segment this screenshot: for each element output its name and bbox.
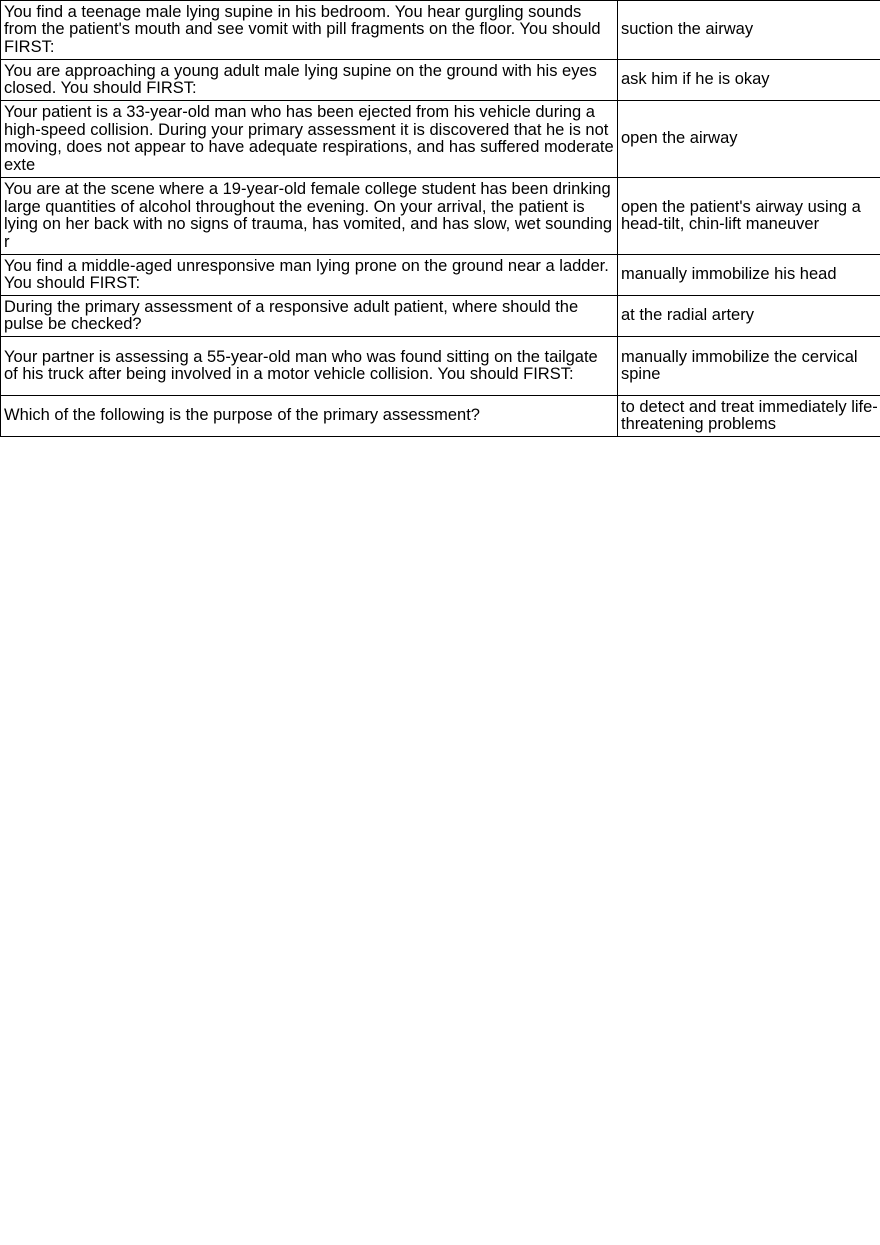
answer-cell: ask him if he is okay: [618, 60, 880, 101]
table-row: [1, 60, 880, 101]
question-cell: Your patient is a 33-year-old man who has been ejected from his vehicle during a high-speed collision. During your primary assessment it is discovered that he is not moving, does not appear to have adequate respirations, and has suffered moderate exte: [1, 101, 618, 178]
question-cell: You find a middle-aged unresponsive man lying prone on the ground near a ladder. You should FIRST:: [1, 255, 618, 296]
answer-cell: to detect and treat immediately life-threatening problems: [618, 396, 880, 437]
table-row: [1, 178, 880, 255]
table-row: [1, 101, 880, 178]
answer-cell: at the radial artery: [618, 296, 880, 337]
table-row: [1, 337, 880, 396]
question-cell: During the primary assessment of a responsive adult patient, where should the pulse be checked?: [1, 296, 618, 337]
table-row: [1, 296, 880, 337]
question-cell: You find a teenage male lying supine in his bedroom. You hear gurgling sounds from the patient's mouth and see vomit with pill fragments on the floor. You should FIRST:: [1, 1, 618, 60]
table-row: [1, 1, 880, 60]
table-row: [1, 255, 880, 296]
question-cell: You are approaching a young adult male lying supine on the ground with his eyes closed. You should FIRST:: [1, 60, 618, 101]
flashcard-table: [0, 0, 880, 437]
answer-cell: open the patient's airway using a head-tilt, chin-lift maneuver: [618, 178, 880, 255]
answer-cell: suction the airway: [618, 1, 880, 60]
question-cell: Which of the following is the purpose of the primary assessment?: [1, 396, 618, 437]
answer-cell: manually immobilize his head: [618, 255, 880, 296]
question-cell: You are at the scene where a 19-year-old female college student has been drinking large quantities of alcohol throughout the evening. On your arrival, the patient is lying on her back with no signs of trauma, has vomited, and has slow, wet sounding r: [1, 178, 618, 255]
table-row: [1, 396, 880, 437]
answer-cell: manually immobilize the cervical spine: [618, 337, 880, 396]
question-cell: Your partner is assessing a 55-year-old man who was found sitting on the tailgate of his truck after being involved in a motor vehicle collision. You should FIRST:: [1, 337, 618, 396]
answer-cell: open the airway: [618, 101, 880, 178]
